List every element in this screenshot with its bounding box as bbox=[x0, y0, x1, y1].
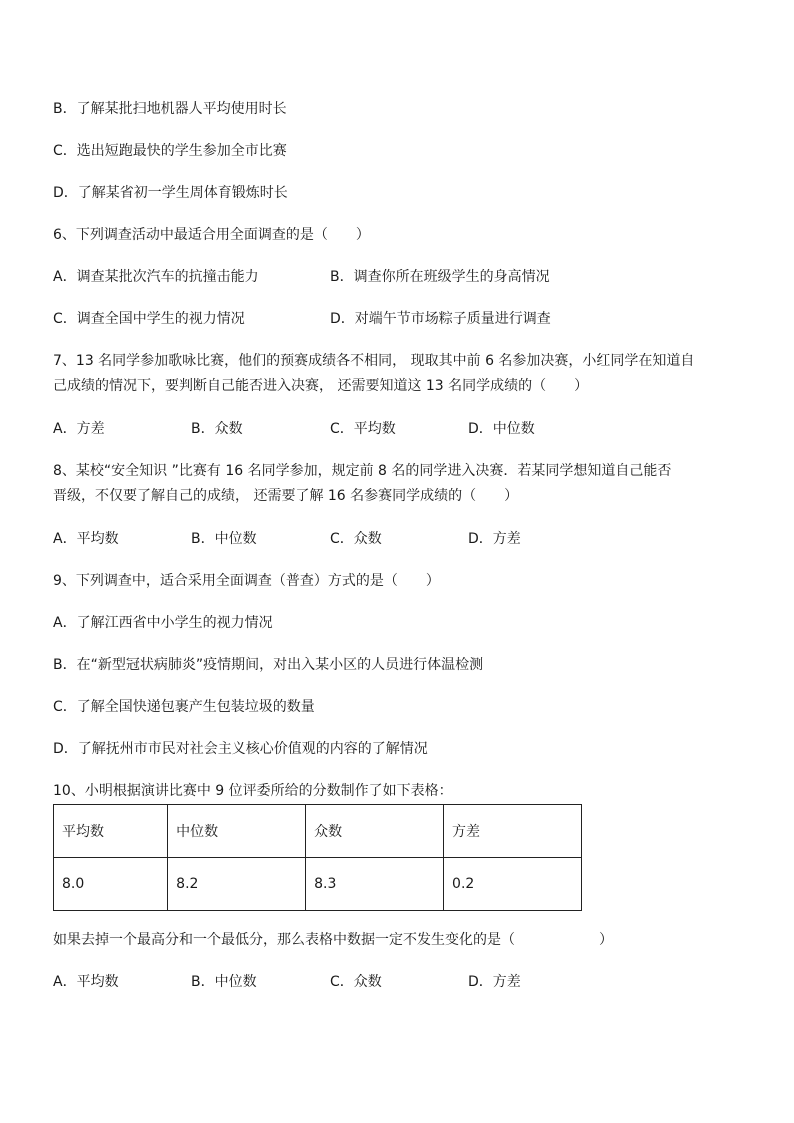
table-header-cell: 方差 bbox=[444, 805, 582, 858]
q6-stem: 6、下列调查活动中最适合用全面调查的是（ ） bbox=[53, 227, 370, 243]
q5-option-c: C．选出短跑最快的学生参加全市比赛 bbox=[53, 143, 287, 159]
q6-option-a: A．调查某批次汽车的抗撞击能力 bbox=[53, 269, 259, 285]
q10-question: 如果去掉一个最高分和一个最低分，那么表格中数据一定不发生变化的是（ ） bbox=[53, 932, 613, 948]
q8-stem-line1: 8、某校“安全知识 ”比赛有 16 名同学参加，规定前 8 名的同学进入决赛．若某同学想知道自己能否 bbox=[53, 463, 672, 479]
q8-option-d: D．方差 bbox=[468, 531, 521, 547]
table-header-cell: 平均数 bbox=[54, 805, 168, 858]
q7-option-d: D．中位数 bbox=[468, 421, 535, 437]
q6-option-b: B．调查你所在班级学生的身高情况 bbox=[330, 269, 550, 285]
q8-stem-line2: 晋级，不仅要了解自己的成绩， 还需要了解 16 名参赛同学成绩的（ ） bbox=[53, 488, 519, 504]
q5-option-d: D．了解某省初一学生周体育锻炼时长 bbox=[53, 185, 288, 201]
q9-option-a: A．了解江西省中小学生的视力情况 bbox=[53, 615, 273, 631]
table-header-cell: 中位数 bbox=[168, 805, 306, 858]
q10-option-d: D．方差 bbox=[468, 974, 521, 990]
q9-option-c: C．了解全国快递包裹产生包装垃圾的数量 bbox=[53, 699, 315, 715]
table-header-row bbox=[54, 805, 582, 858]
q10-option-a: A．平均数 bbox=[53, 974, 119, 990]
q10-option-c: C．众数 bbox=[330, 974, 382, 990]
q8-option-b: B．中位数 bbox=[191, 531, 257, 547]
q7-option-a: A．方差 bbox=[53, 421, 105, 437]
q9-option-d: D．了解抚州市市民对社会主义核心价值观的内容的了解情况 bbox=[53, 741, 428, 757]
q6-option-d: D．对端午节市场粽子质量进行调查 bbox=[330, 311, 551, 327]
q9-option-b: B．在“新型冠状病肺炎”疫情期间，对出入某小区的人员进行体温检测 bbox=[53, 657, 484, 673]
q6-option-c: C．调查全国中学生的视力情况 bbox=[53, 311, 245, 327]
q5-option-b: B．了解某批扫地机器人平均使用时长 bbox=[53, 101, 287, 117]
table-row bbox=[54, 858, 582, 911]
q8-option-c: C．众数 bbox=[330, 531, 382, 547]
q8-option-a: A．平均数 bbox=[53, 531, 119, 547]
q10-stem: 10、小明根据演讲比赛中 9 位评委所给的分数制作了如下表格： bbox=[53, 783, 453, 799]
table-header-cell: 众数 bbox=[306, 805, 444, 858]
q9-stem: 9、下列调查中，适合采用全面调查（普查）方式的是（ ） bbox=[53, 573, 440, 589]
q7-option-b: B．众数 bbox=[191, 421, 243, 437]
score-table bbox=[53, 804, 582, 911]
q7-stem-line2: 己成绩的情况下，要判断自己能否进入决赛， 还需要知道这 13 名同学成绩的（ ） bbox=[53, 378, 589, 394]
q7-stem-line1: 7、13 名同学参加歌咏比赛，他们的预赛成绩各不相同， 现取其中前 6 名参加决赛，小红同学在知道自 bbox=[53, 353, 695, 369]
table-cell: 8.2 bbox=[168, 858, 306, 911]
table-cell: 8.3 bbox=[306, 858, 444, 911]
table-cell: 0.2 bbox=[444, 858, 582, 911]
q7-option-c: C．平均数 bbox=[330, 421, 396, 437]
q10-option-b: B．中位数 bbox=[191, 974, 257, 990]
table-cell: 8.0 bbox=[54, 858, 168, 911]
